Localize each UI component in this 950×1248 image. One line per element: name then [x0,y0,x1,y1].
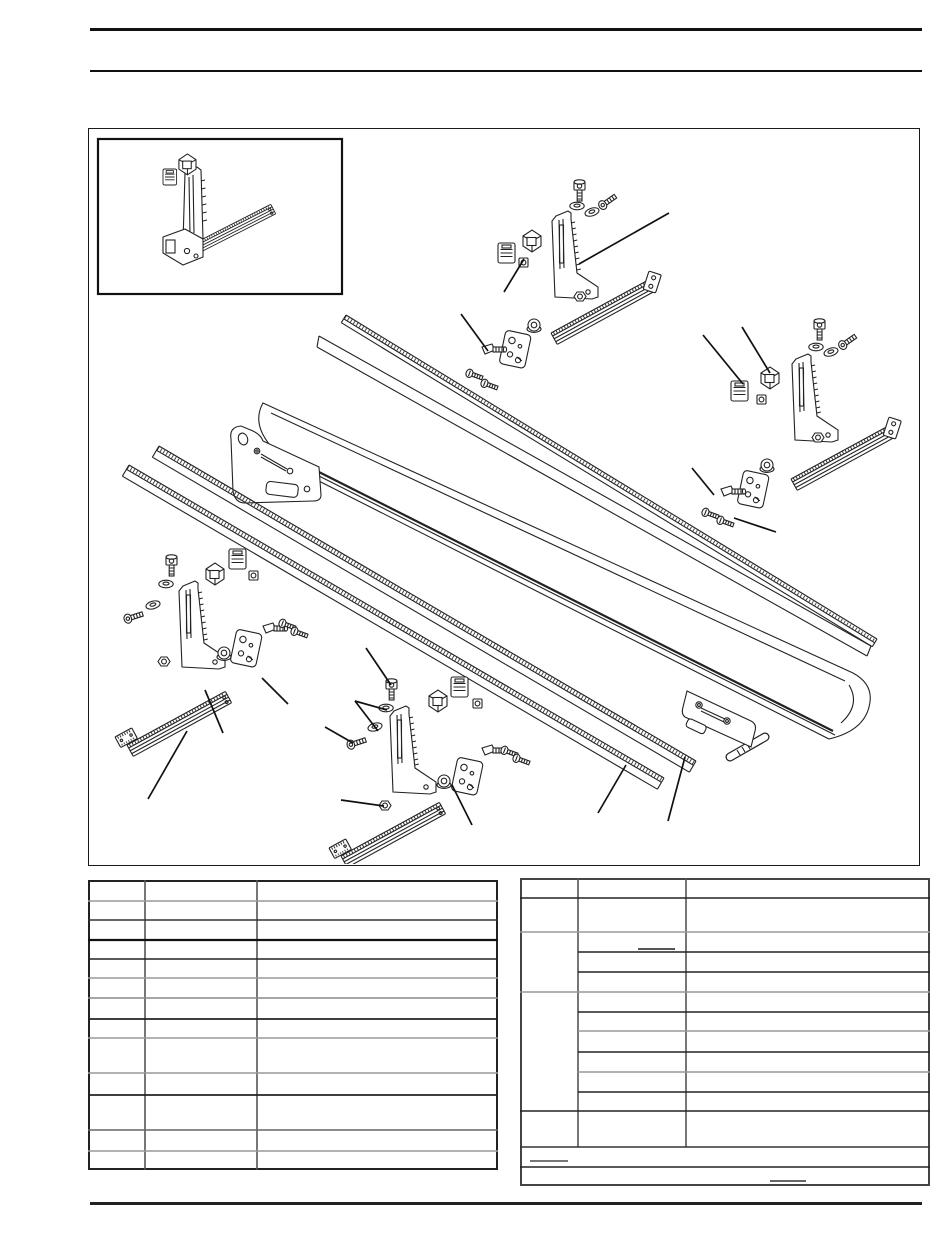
bracket-kit-bottom-left [115,549,309,756]
slotted-clamp-icon [731,381,748,401]
square-nut-icon [249,571,258,580]
inset-assembled-bracket [98,139,342,294]
socket-screw-icon [574,180,585,201]
mounting-plate-icon [230,629,263,668]
round-nut-icon [437,775,451,788]
pan-screw-icon [465,368,484,382]
washer-icon [145,599,161,610]
washer-icon [159,580,173,588]
angled-screw-icon [123,610,144,625]
slotted-clamp-icon [229,549,246,569]
slotted-clamp-icon [498,243,515,263]
round-nut-icon [217,647,231,660]
hex-nut-icon [574,292,586,301]
square-nut-icon [473,699,482,708]
square-nut-icon [757,395,766,404]
bracket-kit-bottom-center [329,677,531,864]
pan-screw-icon [480,378,499,392]
cross-arm-extrusion-icon [127,691,232,756]
round-nut-icon [527,319,541,332]
scale-bracket-icon [552,211,598,299]
exploded-view-diagram [89,129,918,864]
scale-bracket-icon [792,354,838,442]
round-nut-icon [760,459,774,472]
parts-diagram-frame [88,128,920,866]
bracket-kit-top-center [465,180,662,392]
slotted-clamp-icon [451,677,468,697]
angled-screw-icon [346,736,367,751]
footer-rule [90,1202,922,1205]
parts-table-left-grid [88,880,498,1170]
arm-end-plate-icon [643,271,661,293]
parts-table-right-grid [520,878,930,1186]
scale-bracket-icon [390,706,436,794]
pan-screw-icon [290,626,309,640]
pan-screw-icon [512,753,531,767]
hex-nut-icon [812,433,824,442]
mounting-plate-icon [451,757,484,796]
clamp-block-icon [429,690,447,712]
clamp-block-icon [523,230,541,252]
arm-end-plate-icon [883,417,901,439]
parts-table-right [520,878,930,1186]
socket-screw-icon [166,555,177,576]
angled-screw-icon [597,192,618,211]
angled-screw-icon [837,332,858,351]
cross-arm-extrusion-icon [341,802,446,864]
pan-screw-icon [716,515,735,529]
slotted-clamp-icon [163,169,177,185]
bracket-kit-right [701,319,902,529]
socket-screw-icon [386,679,397,700]
table-grid [520,878,930,1185]
table-grid [88,880,498,1170]
socket-screw-icon [814,319,825,340]
washer-icon [584,206,600,218]
parts-table-left [88,880,498,1170]
clamp-block-icon [206,563,224,585]
clamp-block-icon [761,367,779,389]
washer-icon [570,202,584,210]
hex-nut-icon [158,657,170,666]
washer-icon [823,346,839,358]
header-rule-bottom [90,70,922,72]
washer-icon [809,343,823,351]
header-rule-top [90,28,922,31]
